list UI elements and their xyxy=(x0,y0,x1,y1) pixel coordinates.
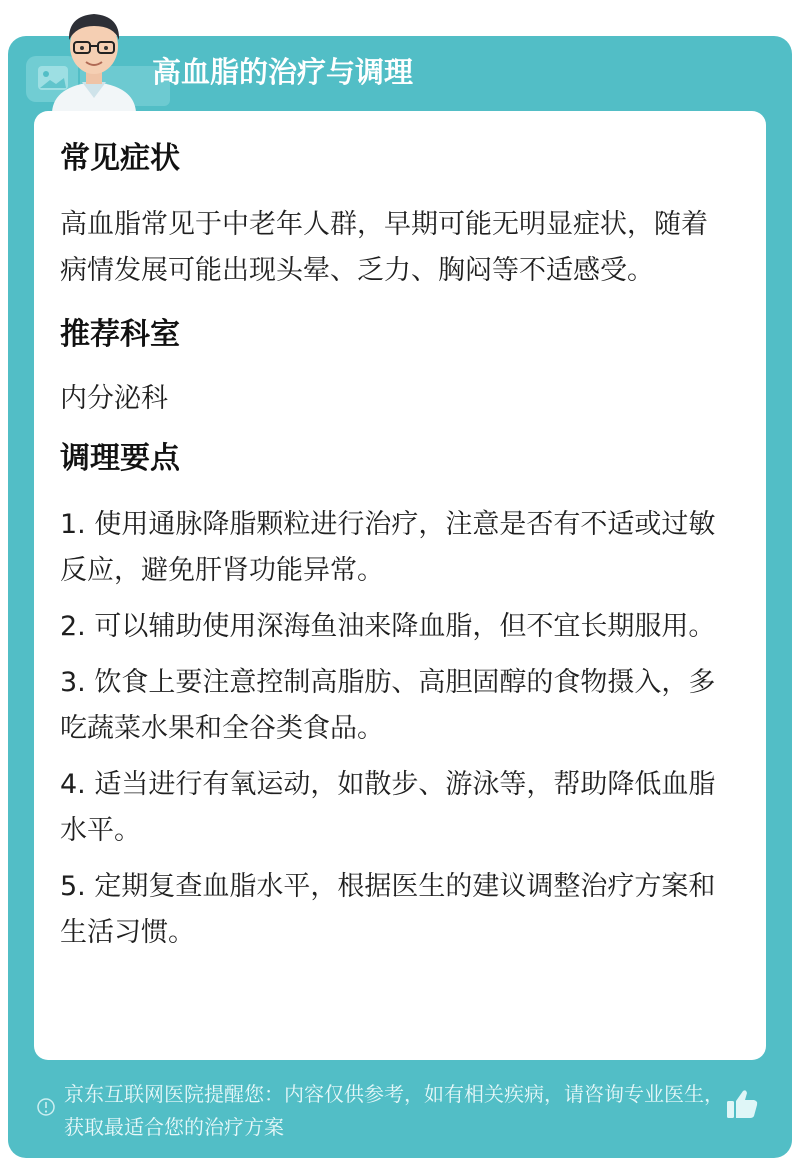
section-department xyxy=(60,312,730,422)
section-paragraph: 高血脂常见于中老年人群，早期可能无明显症状，随着病情发展可能出现头晕、乏力、胸闷等不适感受。 xyxy=(60,209,708,286)
content-body xyxy=(60,130,730,956)
disclaimer-text: 京东互联网医院提醒您：内容仅供参考，如有相关疾病，请咨询专业医生，获取最适合您的治疗方案 xyxy=(64,1082,724,1139)
section-paragraph: 内分泌科 xyxy=(60,383,168,414)
thumbs-up-icon[interactable] xyxy=(724,1086,760,1122)
info-icon xyxy=(36,1097,56,1117)
section-care-points xyxy=(60,436,730,956)
section-heading: 调理要点 xyxy=(60,441,180,476)
list-item: 5. 定期复查血脂水平，根据医生的建议调整治疗方案和生活习惯。 xyxy=(60,871,716,948)
page-title: 高血脂的治疗与调理 xyxy=(152,55,414,89)
section-symptoms xyxy=(60,136,730,294)
section-heading: 推荐科室 xyxy=(60,317,180,352)
list-item: 1. 使用通脉降脂颗粒进行治疗，注意是否有不适或过敏反应，避免肝肾功能异常。 xyxy=(60,509,716,586)
list-item: 4. 适当进行有氧运动，如散步、游泳等，帮助降低血脂水平。 xyxy=(60,769,716,846)
list-item: 2. 可以辅助使用深海鱼油来降血脂，但不宜长期服用。 xyxy=(60,611,716,642)
list-item: 3. 饮食上要注意控制高脂肪、高胆固醇的食物摄入，多吃蔬菜水果和全谷类食品。 xyxy=(60,667,716,744)
doctor-avatar xyxy=(44,6,144,112)
section-heading: 常见症状 xyxy=(60,141,180,176)
